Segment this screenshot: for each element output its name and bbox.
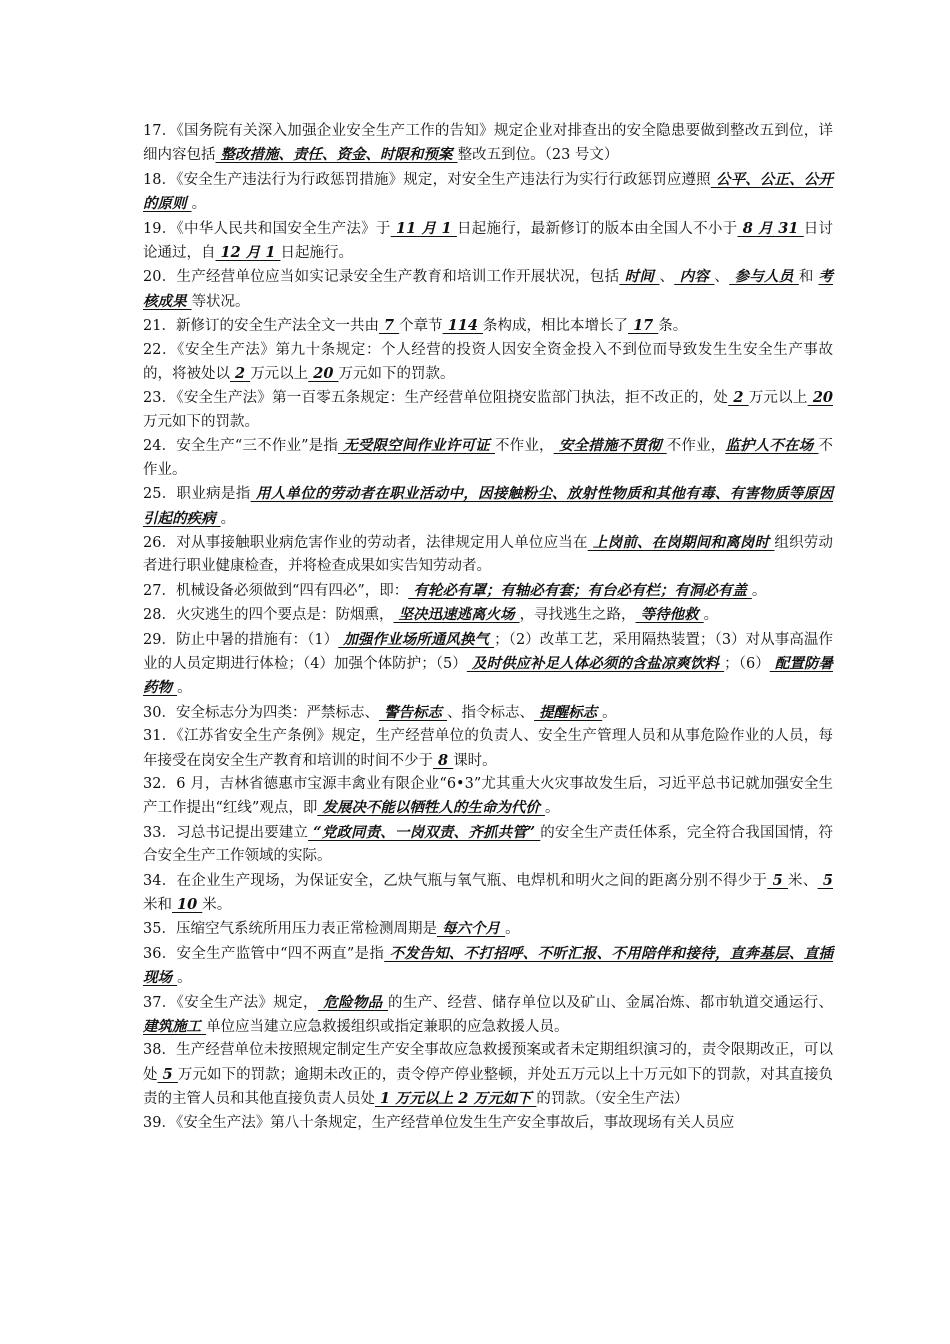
answer-blank: 5 xyxy=(817,871,834,889)
answer-blank: 警告标志 xyxy=(378,703,448,721)
question-text: 。 xyxy=(177,970,192,987)
question-text: ；（2）改革工艺，采用隔热装置；（3）对从事高温作业的人员定期进行体检；（4）加强个体防护；（5） xyxy=(143,631,833,672)
question-q31 xyxy=(143,725,833,773)
question-text: 。 xyxy=(544,800,560,817)
answer-blank: 安全措施不贯彻 xyxy=(553,437,667,455)
question-text: 35．压缩空气系统所用压力表正常检测周期是 xyxy=(143,921,437,938)
answer-blank: 加强作业场所通风换气 xyxy=(338,630,495,648)
question-text: 34．在企业生产现场，为保证安全，乙炔气瓶与氧气瓶、电焊机和明火之间的距离分别不得少于 xyxy=(143,872,768,889)
question-q18 xyxy=(143,168,833,217)
answer-blank: 2 xyxy=(230,365,251,383)
question-text: 条。 xyxy=(658,318,688,335)
question-q32 xyxy=(143,773,833,821)
question-text: 39．《安全生产法》第八十条规定，生产经营单位发生生产安全事故后，事故现场有关人员应 xyxy=(143,1114,735,1131)
answer-blank: 公平、公正、公开的原则 xyxy=(143,170,833,213)
question-q19 xyxy=(143,217,833,266)
answer-blank: 监护人不在场 xyxy=(725,437,819,455)
answer-blank: 参与人员 xyxy=(729,268,799,286)
question-text: 、 xyxy=(659,269,675,286)
question-text: 的安全生产责任体系，完全符合我国国情，符合安全生产工作领域的实际。 xyxy=(143,824,834,865)
question-text: 万元以上 xyxy=(250,366,309,383)
question-text: 。 xyxy=(191,196,207,213)
question-text: 的罚款。（安全生产法） xyxy=(536,1091,689,1108)
question-text: ；（6） xyxy=(724,655,770,672)
question-text: 29．防止中暑的措施有：（1） xyxy=(143,631,339,648)
question-text: 32．6 月，吉林省德惠市宝源丰禽业有限企业“6•3”尤其重大火灾事故发生后，习近平总书记就加强安全生产工作提出“红线”观点，即 xyxy=(143,775,833,817)
question-text: 米、 xyxy=(788,872,818,889)
answer-blank: 11 月 1 xyxy=(390,219,457,237)
answer-blank: 提醒标志 xyxy=(534,703,603,721)
question-text: 。 xyxy=(177,680,192,697)
answer-blank: 有轮必有罩；有轴必有套；有台必有栏；有洞必有盖 xyxy=(408,581,752,599)
question-text: 的生产、经营、储存单位以及矿山、金属冶炼、都市轨道交通运行、 xyxy=(388,994,834,1011)
question-text: 单位应当建立应急救援组织或指定兼职的应急救援人员。 xyxy=(206,1019,569,1036)
question-q27 xyxy=(143,579,833,603)
question-text: 33．习总书记提出要建立 xyxy=(143,824,309,841)
question-q26 xyxy=(143,531,833,579)
question-text: 米和 xyxy=(143,897,172,913)
question-text: 课时。 xyxy=(453,752,497,769)
question-text: 17．《国务院有关深入加强企业安全生产工作的告知》规定企业对排查出的安全隐患要做到整改五到位，详细内容包括 xyxy=(143,123,833,164)
question-text: 万元如下的罚款。 xyxy=(143,413,259,430)
question-text: 37．《安全生产法》规定， xyxy=(143,994,318,1011)
question-q22 xyxy=(143,339,833,387)
answer-blank: 17 xyxy=(628,317,659,335)
question-text: 不作业， xyxy=(666,438,726,455)
answer-blank: 考核成果 xyxy=(143,268,833,310)
answer-blank: 114 xyxy=(442,317,484,335)
question-text: 日起施行。 xyxy=(280,245,353,262)
question-q39 xyxy=(143,1112,833,1135)
question-text: 。 xyxy=(751,582,767,599)
question-text: 组织劳动者进行职业健康检查，并将检查成果如实告知劳动者。 xyxy=(143,534,833,575)
question-text: 条构成，相比本增长了 xyxy=(483,318,629,335)
question-q37 xyxy=(143,991,833,1040)
question-q25 xyxy=(143,482,833,531)
question-text: 等状况。 xyxy=(191,293,250,310)
question-text: 日讨论通过，自 xyxy=(143,220,833,262)
question-text: 日起施行，最新修订的版本由全国人不小于 xyxy=(456,220,738,237)
answer-blank: 配置防暑药物 xyxy=(143,654,833,697)
answer-blank: 8 月 31 xyxy=(737,219,804,237)
answer-blank: 坚决迅速逃离火场 xyxy=(393,606,520,624)
question-text: 、指令标志、 xyxy=(447,704,535,721)
answer-blank: 1 万元以上 2 万元如下 xyxy=(375,1090,537,1108)
answer-blank: 10 xyxy=(172,896,203,913)
question-text: 万元如下的罚款。 xyxy=(338,366,455,383)
answer-blank: 及时供应补足人体必须的含盐凉爽饮料 xyxy=(466,654,725,672)
question-text: 38．生产经营单位未按照规定制定生产安全事故应急救援预案或者未定期组织演习的，责令限期改正，可以处 xyxy=(143,1042,833,1083)
answer-blank: 建筑施工 xyxy=(143,1018,207,1036)
question-text: 不作业， xyxy=(495,438,554,455)
question-text: 20．生产经营单位应当如实记录安全生产教育和培训工作开展状况，包括 xyxy=(143,269,620,286)
question-text: 31．《江苏省安全生产条例》规定，生产经营单位的负责人、安全生产管理人员和从事危险作业的人员，每年接受在岗安全生产教育和培训的时间不少于 xyxy=(143,728,833,769)
question-text: 。 xyxy=(220,510,236,527)
answer-blank: 8 xyxy=(433,751,454,769)
answer-blank: 5 xyxy=(157,1065,178,1083)
answer-blank: 发展决不能以牺牲人的生命为代价 xyxy=(317,799,545,817)
question-q20 xyxy=(143,265,833,314)
answer-blank: 上岗前、在岗期间和离岗时 xyxy=(587,533,775,551)
question-text: 25．职业病是指 xyxy=(143,486,251,503)
answer-blank: 时间 xyxy=(619,268,660,286)
question-q30 xyxy=(143,701,833,725)
answer-blank: 用人单位的劳动者在职业活动中，因接触粉尘、放射性物质和其他有毒、有害物质等原因引起的疾病 xyxy=(143,485,834,527)
question-text: 和 xyxy=(798,269,819,286)
question-text: 24．安全生产“三不作业”是指 xyxy=(143,438,338,455)
question-text: 30．安全标志分为四类：严禁标志、 xyxy=(143,704,379,721)
answer-blank: “党政同责、一岗双责、齐抓共管” xyxy=(308,823,541,841)
question-list xyxy=(143,120,833,1135)
question-q21 xyxy=(143,314,833,338)
question-text: 26．对从事接触职业病危害作业的劳动者，法律规定用人单位应当在 xyxy=(143,534,588,551)
answer-blank: 2 xyxy=(728,389,749,407)
question-text: 27．机械设备必须做到“四有四必”，即： xyxy=(143,582,409,599)
question-q35 xyxy=(143,917,833,941)
question-text: 18．《安全生产违法行为行政惩罚措施》规定，对安全生产违法行为实行行政惩罚应遵照 xyxy=(143,171,711,188)
answer-blank: 12 月 1 xyxy=(215,244,281,262)
answer-blank: 内容 xyxy=(674,268,715,286)
question-q33 xyxy=(143,821,833,869)
question-text: 不作业。 xyxy=(143,438,833,478)
question-text: 19．《中华人民共和国安全生产法》于 xyxy=(143,220,391,237)
question-text: 。 xyxy=(703,607,719,624)
question-text: 。 xyxy=(602,704,617,721)
answer-blank: 每六个月 xyxy=(436,920,506,938)
question-q28 xyxy=(143,603,833,627)
question-text: 28．火灾逃生的四个要点是：防烟熏， xyxy=(143,607,394,624)
answer-blank: 危险物品 xyxy=(317,993,389,1011)
question-text: 。 xyxy=(505,921,520,938)
question-q23 xyxy=(143,386,833,434)
question-q36 xyxy=(143,942,833,991)
question-q34 xyxy=(143,869,833,918)
answer-blank: 无受限空间作业许可证 xyxy=(338,437,496,455)
question-text: 整改五到位。（23 号文） xyxy=(457,147,619,164)
question-text: 米。 xyxy=(202,897,232,913)
question-q24 xyxy=(143,434,833,482)
question-text: 36．安全生产监管中“四不两直”是指 xyxy=(143,945,385,962)
question-text: 21．新修订的安全生产法全文一共由 xyxy=(143,318,379,335)
question-q38 xyxy=(143,1039,833,1111)
question-text: 、 xyxy=(714,269,730,286)
question-text: 23．《安全生产法》第一百零五条规定：生产经营单位阻挠安监部门执法，拒不改正的，处 xyxy=(143,390,729,407)
answer-blank: 20 xyxy=(308,365,339,383)
answer-blank: 5 xyxy=(767,871,789,889)
answer-blank: 等待他救 xyxy=(635,606,704,624)
question-text: 万元以上 xyxy=(748,390,808,407)
answer-blank: 整改措施、责任、资金、时限和预案 xyxy=(215,146,458,164)
answer-blank: 不发告知、不打招呼、不听汇报、不用陪伴和接待，直奔基层、直插现场 xyxy=(143,944,834,987)
question-q17 xyxy=(143,120,833,168)
question-q29 xyxy=(143,628,833,701)
answer-blank: 20 xyxy=(807,389,833,407)
question-text: 个章节 xyxy=(399,318,443,335)
question-text: 万元如下的罚款；逾期未改正的，责令停产停业整顿，并处五万元以上十万元如下的罚款，对其直接负责的主管人员和其他直接负责人员处 xyxy=(143,1066,834,1108)
question-text: 22．《安全生产法》第九十条规定：个人经营的投资人因安全资金投入不到位而导致发生生安全生产事故的，将被处以 xyxy=(143,341,833,383)
question-text: ，寻找逃生之路， xyxy=(519,607,636,624)
answer-blank: 7 xyxy=(378,317,400,335)
